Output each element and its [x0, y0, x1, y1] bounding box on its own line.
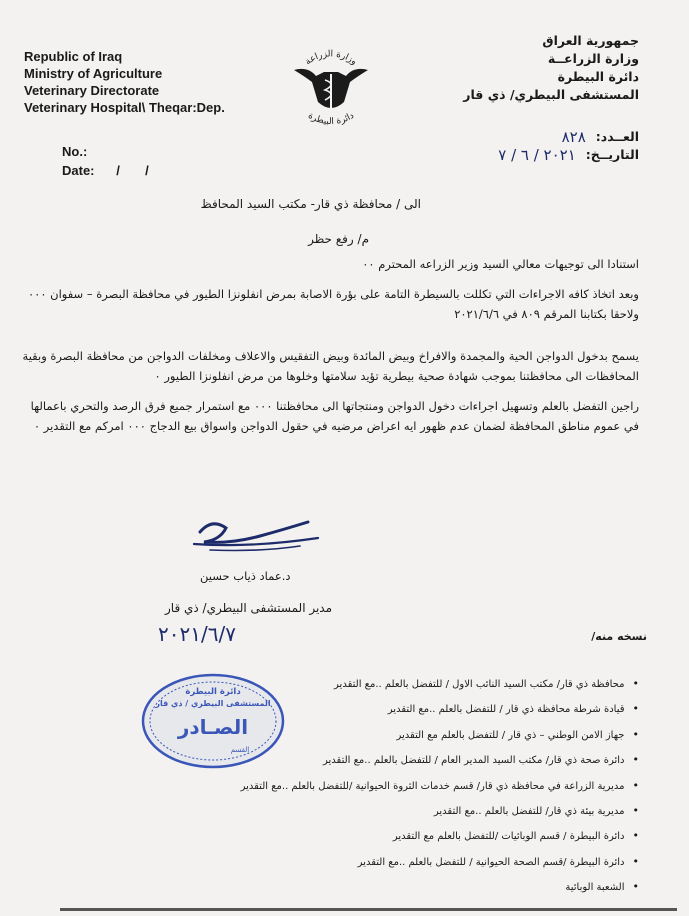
- page-bottom-divider: [60, 908, 677, 911]
- ar-directorate: دائرة البيطرة: [557, 69, 639, 84]
- en-ministry: Ministry of Agriculture: [24, 66, 163, 81]
- english-letterhead: [24, 48, 225, 116]
- paragraph-background: وبعد اتخاذ كافه الاجراءات التي تكللت بالسيطرة التامة على بؤرة الاصابة بمرض انفلونزا الطيور في محافظة البصرة – سفوان ٠٠٠ ولاحقا بكتابنا المرقم ٨٠٩ في ٢٠٢١/٦/٦: [27, 287, 639, 321]
- outgoing-stamp: [140, 672, 286, 770]
- en-country: Republic of Iraq: [24, 49, 123, 64]
- list-item: • محافظة ذي قار/ مكتب السيد النائب الاول / للتفضل بالعلم ..مع التقدير: [219, 672, 639, 697]
- stamp-line3: الصـادر: [177, 715, 249, 739]
- cc-label: نسخه منه/: [591, 630, 647, 643]
- list-item: • جهاز الامن الوطني – ذي قار / للتفضل بالعلم مع التقدير: [219, 723, 639, 748]
- en-number-label: No.:: [62, 144, 88, 159]
- ar-ministry: وزارة الزراعــة: [547, 51, 639, 66]
- stamp-line4: القسم: [230, 746, 250, 754]
- en-directorate: Veterinary Directorate: [24, 83, 160, 98]
- paragraph-reference: استنادا الى توجيهات معالي السيد وزير الزراعه المحترم ٠٠: [362, 257, 639, 271]
- list-item: • مديرية الزراعة في محافظة ذي قار/ قسم خدمات الثروة الحيوانية /للتفضل بالعلم ..مع التقدير: [219, 774, 639, 799]
- paragraph-request: راجين التفضل بالعلم وتسهيل اجراءات دخول الدواجن ومنتجاتها الى محافظتنا ٠٠٠ مع استمرار جميع فرق الرصد والتحري باعمالها في عموم مناطق المحافظة لضمان عدم ظهور ايه اعراض مرضيه في حقول الدواجن واسواق بيع الدجاج ٠٠٠ امركم مع التقدير ٠: [30, 399, 639, 433]
- signatory-name: د.عماد ذياب حسين: [200, 569, 291, 583]
- ar-number-date-block: [498, 128, 639, 164]
- stamp-line1: دائرة البيطرة: [185, 687, 241, 697]
- en-date-value: / /: [116, 163, 149, 178]
- ar-date-label: التاريــخ:: [585, 147, 639, 162]
- list-item: • قيادة شرطة محافظة ذي قار / للتفضل بالعلم ..مع التقدير: [219, 697, 639, 722]
- stamp-line2: المستشفى البيطري / ذي قار: [155, 699, 271, 708]
- ar-number-label: العــدد:: [595, 129, 639, 144]
- en-number-date-block: [62, 142, 149, 180]
- arabic-letterhead: [463, 32, 639, 104]
- logo-bottom-text: دائرة البيطرة: [306, 110, 356, 128]
- signature-scribble-icon: [190, 510, 330, 555]
- subject: م/ رفع حظر: [308, 232, 369, 246]
- en-date-label: Date:: [62, 163, 95, 178]
- list-item: • دائرة صحة ذي قار/ مكتب السيد المدير العام / للتفضل بالعلم ..مع التقدير: [219, 748, 639, 773]
- signature-date: ٢٠٢١/٦/٧: [158, 622, 236, 646]
- en-hospital: Veterinary Hospital\ Theqar:Dep.: [24, 100, 225, 115]
- ar-hospital: المستشفى البيطري/ ذي قار: [463, 87, 639, 102]
- ar-date-value: ٢٠٢١ / ٦ / ٧: [498, 146, 576, 164]
- paragraph-decision: يسمح بدخول الدواجن الحية والمجمدة والافراخ وبيض المائدة وبيض التفقيس والاعلاف ومخلفات الدواجن من محافظة البصرة وبقية المحافظات الى محافظتنا بموجب شهادة صحية بيطرية تؤيد سلامتها وخلوها من مرض انفلونزا الطيور ٠: [22, 349, 639, 383]
- list-item: • دائرة البيطرة / قسم الوبائيات /للتفضل بالعلم مع التقدير: [219, 824, 639, 849]
- signatory-title: مدير المستشفى البيطري/ ذي قار: [165, 601, 333, 615]
- list-item: • دائرة البيطرة /قسم الصحة الحيوانية / للتفضل بالعلم ..مع التقدير: [219, 850, 639, 875]
- ar-country: جمهورية العراق: [542, 33, 639, 48]
- recipient: الى / محافظة ذي قار- مكتب السيد المحافظ: [200, 197, 421, 211]
- ox-head-caduceus-icon: [288, 36, 374, 136]
- logo-top-text: وزارة الزراعة: [303, 49, 359, 68]
- list-item: • مديرية بيئة ذي قار/ للتفضل بالعلم ..مع التقدير: [219, 799, 639, 824]
- list-item: • الشعبة الوبائية: [219, 875, 639, 900]
- ar-number-value: ٨٢٨: [561, 128, 586, 146]
